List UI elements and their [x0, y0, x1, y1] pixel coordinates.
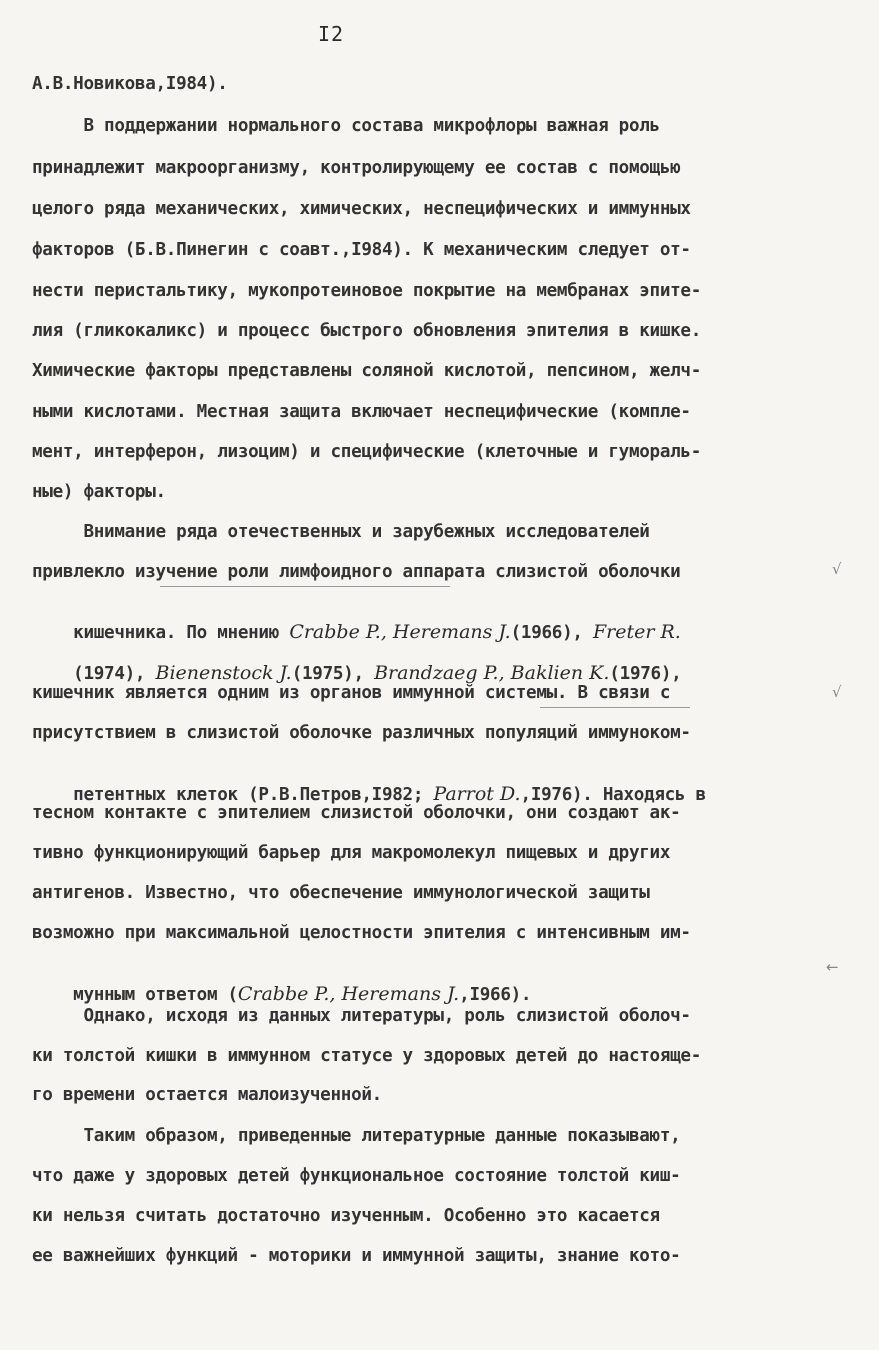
text-line: факторов (Б.В.Пинегин с соавт.,I984). К механическим следует от- — [32, 240, 691, 260]
handwritten-citation: Brandzaeg P., Baklien K. — [374, 662, 610, 684]
text-fragment: мунным ответом ( — [73, 985, 238, 1005]
arrow-mark-icon: ← — [826, 958, 839, 976]
handwritten-citation: Parrot D. — [433, 783, 521, 805]
text-line: ные) факторы. — [32, 482, 166, 502]
text-line: ее важнейших функций - моторики и иммунной защиты, знание кото- — [32, 1246, 681, 1266]
text-line: привлекло изучение роли лимфоидного аппарата слизистой оболочки — [32, 562, 681, 582]
text-line: тесном контакте с эпителием слизистой оболочки, они создают ак- — [32, 803, 681, 823]
text-fragment: ,I976). Находясь в — [520, 785, 706, 805]
text-line: ными кислотами. Местная защита включает неспецифические (компле- — [32, 402, 691, 422]
text-line: Химические факторы представлены соляной кислотой, пепсином, желч- — [32, 361, 702, 381]
text-line: В поддержании нормального состава микрофлоры важная роль — [32, 116, 660, 136]
page-number: I2 — [318, 22, 345, 46]
text-line: ки нельзя считать достаточно изученным. Особенно это касается — [32, 1206, 660, 1226]
text-fragment: (1974), — [73, 664, 156, 684]
text-fragment: (1975), — [291, 664, 375, 684]
text-fragment: (1966), — [510, 623, 593, 643]
text-line: го времени остается малоизученной. — [32, 1085, 382, 1105]
handwritten-citation: Freter R. — [592, 621, 681, 643]
text-line: А.В.Новикова,I984). — [32, 74, 228, 94]
text-line: нести перистальтику, мукопротеиновое покрытие на мембранах эпите- — [32, 281, 702, 301]
text-fragment: кишечника. По мнению — [73, 623, 290, 643]
text-line: Однако, исходя из данных литературы, роль слизистой оболоч- — [32, 1006, 691, 1026]
pencil-underline — [540, 707, 690, 710]
text-line: Таким образом, приведенные литературные данные показывают, — [32, 1126, 681, 1146]
text-line: тивно функционирующий барьер для макромолекул пищевых и других — [32, 843, 671, 863]
text-line: присутствием в слизистой оболочке различных популяций иммуноком- — [32, 723, 691, 743]
text-line: кишечник является одним из органов иммунной системы. В связи с — [32, 683, 671, 703]
text-line: целого ряда механических, химических, неспецифических и иммунных — [32, 199, 691, 219]
text-line: принадлежит макроорганизму, контролирующему ее состав с помощью — [32, 158, 681, 178]
text-line: возможно при максимальной целостности эпителия с интенсивным им- — [32, 923, 691, 943]
text-fragment: петентных клеток (Р.В.Петров,I982; — [73, 785, 434, 805]
text-line: лия (гликокаликс) и процесс быстрого обновления эпителия в кишке. — [32, 321, 702, 341]
pencil-underline — [160, 586, 450, 589]
check-mark-icon: √ — [832, 683, 842, 701]
check-mark-icon: √ — [832, 560, 842, 578]
text-fragment: ,I966). — [459, 985, 532, 1005]
text-line: что даже у здоровых детей функциональное состояние толстой киш- — [32, 1166, 681, 1186]
handwritten-citation: Crabbe P., Heremans J. — [237, 983, 460, 1005]
text-line: ки толстой кишки в иммунном статусе у здоровых детей до настояще- — [32, 1046, 702, 1066]
text-line: мент, интерферон, лизоцим) и специфические (клеточные и гумораль- — [32, 442, 702, 462]
handwritten-citation: Crabbe P., Heremans J. — [289, 621, 511, 643]
text-fragment: (1976), — [609, 664, 682, 684]
handwritten-citation: Bienenstock J. — [155, 662, 292, 684]
text-line: Внимание ряда отечественных и зарубежных исследователей — [32, 522, 650, 542]
text-line: антигенов. Известно, что обеспечение иммунологической защиты — [32, 883, 650, 903]
